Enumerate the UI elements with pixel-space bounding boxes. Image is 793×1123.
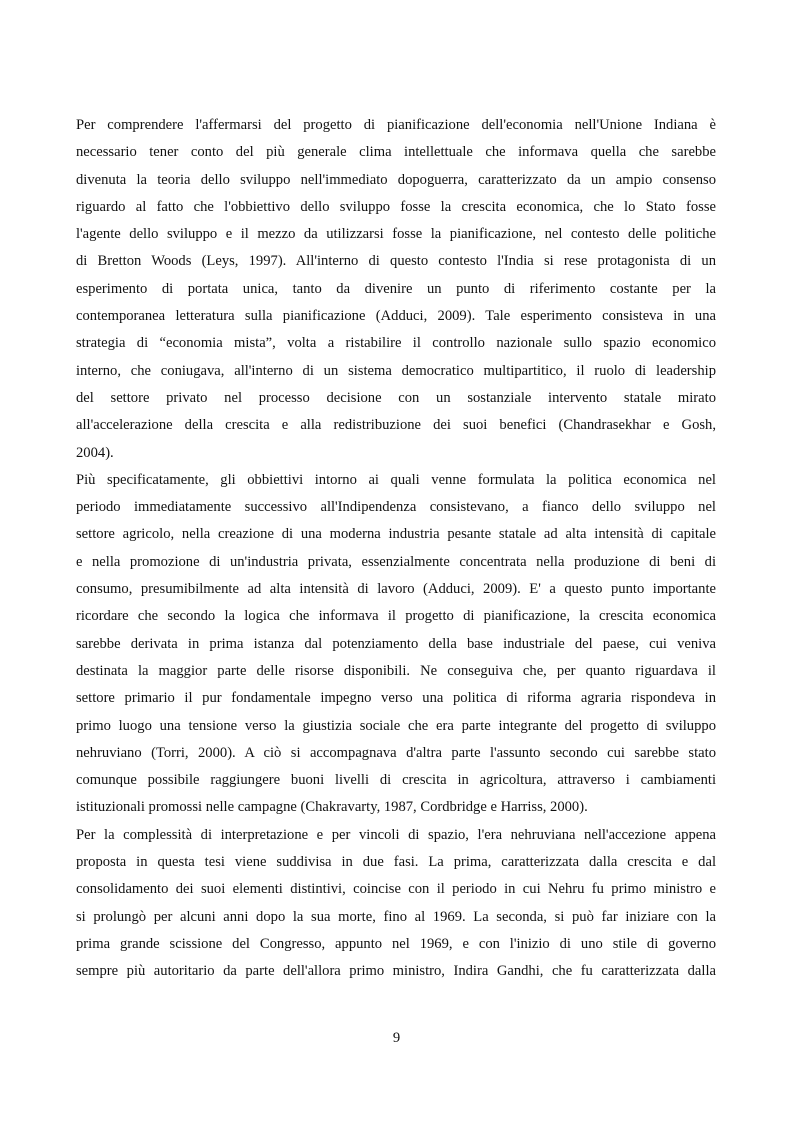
text-line: Per comprendere l'affermarsi del progetto di pianificazione dell'economia nell'Unione Indiana è [76, 117, 716, 133]
text-line: all'accelerazione della crescita e alla redistribuzione dei suoi benefici (Chandrasekhar e Gosh, [76, 417, 716, 434]
text-line: ricordare che secondo la logica che informava il progetto di pianificazione, la crescita economica [76, 608, 716, 625]
text-line: destinata la maggior parte delle risorse disponibili. Ne conseguiva che, per quanto riguardava il [76, 662, 716, 679]
text-line: settore agricolo, nella creazione di una moderna industria pesante statale ad alta intensità di capitale [76, 526, 716, 543]
text-line: Per la complessità di interpretazione e per vincoli di spazio, l'era nehruviana nell'accezione appena [76, 826, 716, 843]
text-line: 2004). [76, 444, 114, 461]
text-line: del settore privato nel processo decisione con un sostanziale intervento statale mirato [76, 389, 716, 406]
text-line: e nella promozione di un'industria privata, essenzialmente concentrata nella produzione di beni di [76, 553, 716, 570]
text-line: contemporanea letteratura sulla pianificazione (Adduci, 2009). Tale esperimento consisteva in una [76, 308, 716, 325]
text-line: periodo immediatamente successivo all'Indipendenza consistevano, a fianco dello sviluppo nel [76, 499, 716, 516]
text-line: Più specificatamente, gli obbiettivi intorno ai quali venne formulata la politica economica nel [76, 471, 716, 488]
text-line: nehruviano (Torri, 2000). A ciò si accompagnava d'altra parte l'assunto secondo cui sarebbe stato [76, 744, 716, 761]
text-line: proposta in questa tesi viene suddivisa in due fasi. La prima, caratterizzata dalla crescita e dal [76, 854, 716, 871]
text-line: interno, che coniugava, all'interno di un sistema democratico multipartitico, il ruolo di leadership [76, 362, 716, 379]
text-line: divenuta la teoria dello sviluppo nell'immediato dopoguerra, caratterizzato da un ampio consenso [76, 171, 716, 188]
text-line: istituzionali promossi nelle campagne (Chakravarty, 1987, Cordbridge e Harriss, 2000). [76, 799, 588, 816]
text-line: settore primario il pur fondamentale impegno verso una politica di riforma agraria rispondeva in [76, 690, 716, 707]
text-line: di Bretton Woods (Leys, 1997). All'interno di questo contesto l'India si rese protagonista di un [76, 253, 716, 270]
text-line: consolidamento dei suoi elementi distintivi, coincise con il periodo in cui Nehru fu primo ministro e [76, 881, 716, 898]
text-line: sempre più autoritario da parte dell'allora primo ministro, Indira Gandhi, che fu caratterizzata dalla [76, 963, 716, 980]
text-line: necessario tener conto del più generale clima intellettuale che informava quella che sarebbe [76, 144, 716, 161]
text-line: esperimento di portata unica, tanto da divenire un punto di riferimento costante per la [76, 280, 716, 297]
text-line: strategia di “economia mista”, volta a ristabilire il controllo nazionale sullo spazio economico [76, 335, 716, 352]
text-line: prima grande scissione del Congresso, appunto nel 1969, e con l'inizio di uno stile di governo [76, 935, 716, 952]
text-line: sarebbe derivata in prima istanza dal potenziamento della base industriale del paese, cui veniva [76, 635, 716, 652]
text-line: primo luogo una tensione verso la giustizia sociale che era parte integrante del progetto di sviluppo [76, 717, 716, 734]
text-line: l'agente dello sviluppo e il mezzo da utilizzarsi fosse la pianificazione, nel contesto delle politiche [76, 226, 716, 243]
text-line: consumo, presumibilmente ad alta intensità di lavoro (Adduci, 2009). E' a questo punto importante [76, 581, 716, 598]
text-line: riguardo al fatto che l'obbiettivo dello sviluppo fosse la crescita economica, che lo Stato fosse [76, 198, 716, 215]
text-line: si prolungò per alcuni anni dopo la sua morte, fino al 1969. La seconda, si può far iniziare con la [76, 908, 716, 925]
page-number: 9 [392, 1030, 401, 1046]
text-line: comunque possibile raggiungere buoni livelli di crescita in agricoltura, attraverso i cambiamenti [76, 772, 716, 789]
body-text [76, 112, 716, 986]
